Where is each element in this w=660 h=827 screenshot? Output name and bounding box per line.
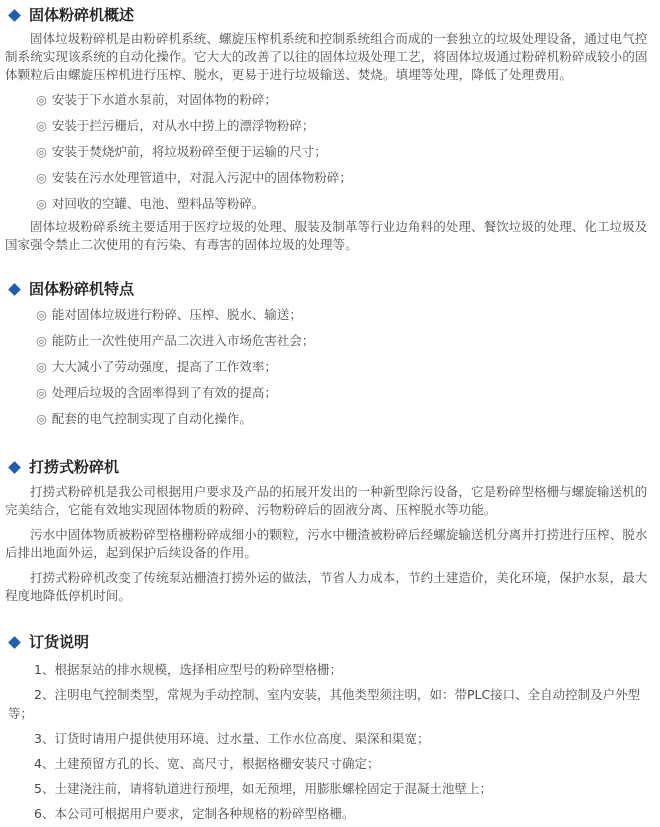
list-item: 5、土建浇注前，请将轨道进行预埋，如无预埋，用膨胀螺栓固定于混凝土池壁上； <box>34 781 492 796</box>
section-title: 固体粉碎机概述 <box>29 6 135 24</box>
list-item: 3、订货时请用户提供使用环境、过水量、工作水位高度、渠深和渠宽； <box>34 731 430 746</box>
section-title: 固体粉碎机特点 <box>29 280 135 298</box>
list-item: 6、本公司可根据用户要求，定制各种规格的粉碎型格栅。 <box>34 806 355 821</box>
circle-bullet-icon: ◎ <box>36 307 47 322</box>
circle-bullet-icon: ◎ <box>36 333 47 348</box>
list-item: ◎ 对回收的空罐、电池、塑料品等粉碎。 <box>36 196 265 211</box>
list-item: 4、土建预留方孔的长、宽、高尺寸，根据格栅安装尺寸确定； <box>34 756 380 771</box>
diamond-bullet-icon <box>8 461 21 474</box>
section-heading <box>4 276 654 302</box>
list-item: 1、根据泵站的排水规模，选择相应型号的粉碎型格栅； <box>34 662 342 677</box>
section-title: 订货说明 <box>29 633 90 651</box>
overview-outro: 固体垃圾粉碎系统主要适用于医疗垃圾的处理、服装及制革等行业边角料的处理、餐饮垃圾的处理、化工垃圾及国家强令禁止二次使用的有污染、有毒害的固体垃圾的处理等。 <box>5 219 648 252</box>
list-item: 2、注明电气控制类型，常规为手动控制、室内安装，其他类型须注明，如：带PLC接口、全自动控制及户外型等； <box>8 687 641 721</box>
ordering-list <box>4 657 654 826</box>
section-heading <box>4 454 654 480</box>
overview-intro: 固体垃圾粉碎机是由粉碎机系统、螺旋压榨机系统和控制系统组合而成的一套独立的垃圾处理设备，通过电气控制系统实现该系统的自动化操作。它大大的改善了以往的固体垃圾处理工艺，将固体垃圾通过粉碎机粉碎成较小的固体颗粒后由螺旋压榨机进行压榨、脱水，更易于进行垃圾输送、焚烧。填埋等处理，降低了处理费用。 <box>5 31 648 82</box>
circle-bullet-icon: ◎ <box>36 170 47 185</box>
overview-bullet-list <box>4 87 654 217</box>
section-title: 打捞式粉碎机 <box>29 458 120 476</box>
list-item: ◎ 安装于拦污栅后，对从水中捞上的漂浮物粉碎； <box>36 118 315 133</box>
section-dredging-crusher <box>4 454 654 605</box>
section-features <box>4 276 654 432</box>
circle-bullet-icon: ◎ <box>36 118 47 133</box>
section-overview <box>4 0 654 254</box>
diamond-bullet-icon <box>8 636 21 649</box>
list-item: ◎ 安装于焚烧炉前，将垃圾粉碎至便于运输的尺寸； <box>36 144 327 159</box>
circle-bullet-icon: ◎ <box>36 196 47 211</box>
circle-bullet-icon: ◎ <box>36 411 47 426</box>
section-ordering-notes <box>4 629 654 826</box>
dredging-paragraph: 打捞式粉碎机是我公司根据用户要求及产品的拓展开发出的一种新型除污设备，它是粉碎型格栅与螺旋输送机的完美结合，它能有效地实现固体物质的粉碎、污物粉碎后的固液分离、压榨脱水等功能。 <box>5 484 648 517</box>
list-item: ◎ 能对固体垃圾进行粉碎、压榨、脱水、输送； <box>36 307 302 322</box>
list-item: ◎ 处理后垃圾的含固率得到了有效的提高； <box>36 385 277 400</box>
list-item: ◎ 大大减小了劳动强度，提高了工作效率； <box>36 359 277 374</box>
section-heading <box>4 2 654 28</box>
circle-bullet-icon: ◎ <box>36 144 47 159</box>
circle-bullet-icon: ◎ <box>36 385 47 400</box>
list-item: ◎ 配套的电气控制实现了自动化操作。 <box>36 411 252 426</box>
diamond-bullet-icon <box>8 9 21 22</box>
diamond-bullet-icon <box>8 283 21 296</box>
list-item: ◎ 能防止一次性使用产品二次进入市场危害社会； <box>36 333 315 348</box>
list-item: ◎ 安装在污水处理管道中，对混入污泥中的固体物粉碎； <box>36 170 352 185</box>
features-bullet-list <box>4 302 654 432</box>
dredging-paragraph: 污水中固体物质被粉碎型格栅粉碎成细小的颗粒，污水中栅渣被粉碎后经螺旋输送机分离并打捞进行压榨、脱水后排出地面外运，起到保护后续设备的作用。 <box>5 527 648 560</box>
section-heading <box>4 629 654 655</box>
circle-bullet-icon: ◎ <box>36 92 47 107</box>
list-item: ◎ 安装于下水道水泵前，对固体物的粉碎； <box>36 92 277 107</box>
circle-bullet-icon: ◎ <box>36 359 47 374</box>
dredging-paragraph: 打捞式粉碎机改变了传统泵站栅渣打捞外运的做法，节省人力成本，节约土建造价，美化环境，保护水泵，最大程度地降低停机时间。 <box>5 570 648 603</box>
